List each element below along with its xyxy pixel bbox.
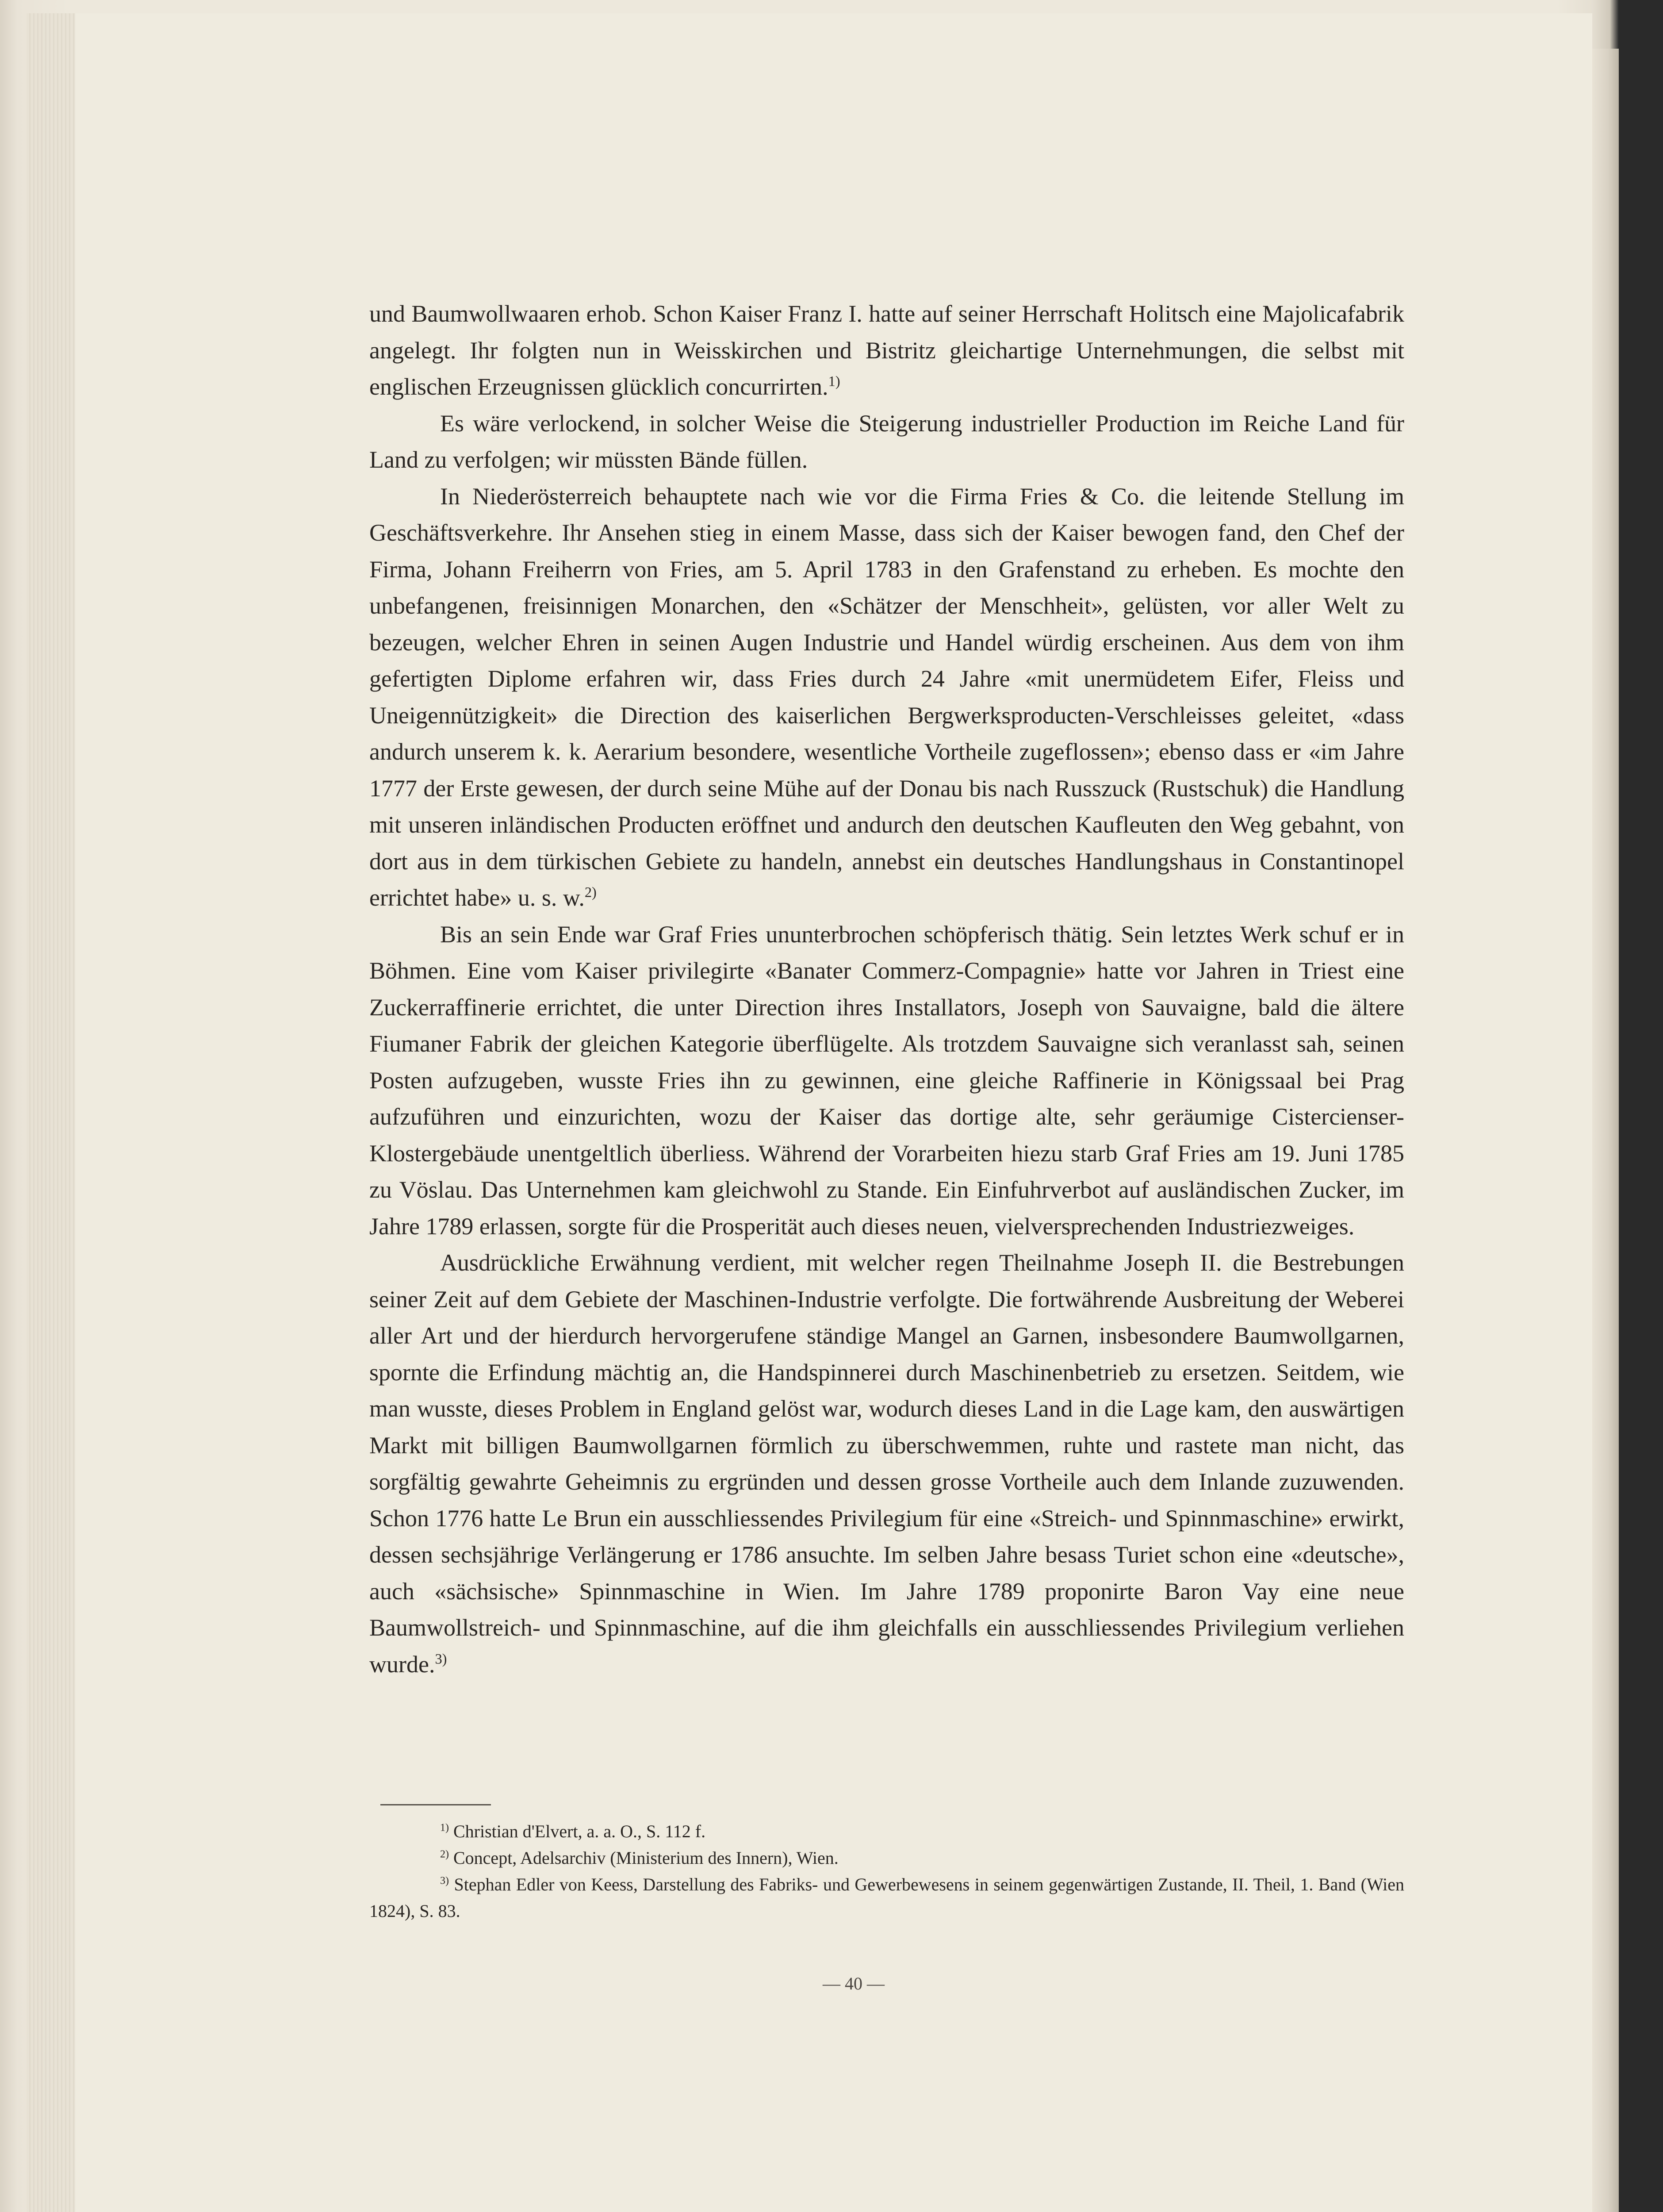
paragraph-1: und Baumwollwaaren erhob. Schon Kaiser Franz I. hatte auf seiner Herrschaft Holitsch eine Majolicafabrik angelegt. Ihr folgten nun in Weisskirchen und Bistritz gleichartige Unternehmungen, die selbst mit englischen Erzeugnissen glücklich concurrirten.$^{1)}$	[369, 300, 1404, 400]
footnotes	[369, 1818, 1404, 1924]
book-page-curl	[1592, 49, 1619, 2212]
footnote-divider	[380, 1804, 491, 1805]
footnote-ref-2: 2)	[584, 884, 597, 901]
footnote-ref-3: 3)	[435, 1651, 447, 1667]
book-page-stack-edge	[27, 13, 80, 2212]
footnote-1: $^{1)}$ Christian d'Elvert, a. a. O., S. 112 f.	[440, 1821, 706, 1841]
footnote-ref-1: 1)	[828, 373, 840, 390]
paragraph-5: Ausdrückliche Erwähnung verdient, mit welcher regen Theilnahme Joseph II. die Bestrebungen seiner Zeit auf dem Gebiete der Maschinen-Industrie verfolgte. Die fortwährende Ausbreitung der Weberei aller Art und der hierdurch hervorgerufene ständige Mangel an Garnen, insbesondere Baumwollgarnen, spornte die Erfindung mächtig an, die Handspinnerei durch Maschinenbetrieb zu ersetzen. Seitdem, wie man wusste, dieses Problem in England gelöst war, wodurch dieses Land in die Lage kam, den auswärtigen Markt mit billigen Baumwollgarnen förmlich zu überschwemmen, ruhte und rastete man nicht, das sorgfältig gewahrte Geheimnis zu ergründen und dessen grosse Vortheile auch dem Inlande zuzuwenden. Schon 1776 hatte Le Brun ein ausschliessendes Privilegium für eine «Streich- und Spinnmaschine» erwirkt, dessen sechsjährige Verlängerung er 1786 ansuchte. Im selben Jahre besass Turiet schon eine «deutsche», auch «sächsische» Spinnmaschine in Wien. Im Jahre 1789 proponirte Baron Vay eine neue Baumwollstreich- und Spinnmaschine, auf die ihm gleichfalls ein ausschliessendes Privilegium verliehen wurde.$^{3)}$	[369, 1249, 1404, 1678]
footnote-2: $^{2)}$ Concept, Adelsarchiv (Ministerium des Innern), Wien.	[440, 1848, 839, 1868]
paragraph-4: Bis an sein Ende war Graf Fries ununterbrochen schöpferisch thätig. Sein letztes Werk schuf er in Böhmen. Eine vom Kaiser privilegirte «Banater Commerz-Compagnie» hatte vor Jahren in Triest eine Zuckerraffinerie errichtet, die unter Direction ihres Installators, Joseph von Sauvaigne, bald die ältere Fiumaner Fabrik der gleichen Kategorie überflügelte. Als trotzdem Sauvaigne sich veranlasst sah, seinen Posten aufzugeben, wusste Fries ihn zu gewinnen, eine gleiche Raffinerie in Königssaal bei Prag aufzuführen und einzurichten, wozu der Kaiser das dortige alte, sehr geräumige Cistercienser-Klostergebäude unentgeltlich überliess. Während der Vorarbeiten hiezu starb Graf Fries am 19. Juni 1785 zu Vöslau. Das Unternehmen kam gleichwohl zu Stande. Ein Einfuhrverbot auf ausländischen Zucker, im Jahre 1789 erlassen, sorgte für die Prosperität auch dieses neuen, vielversprechenden Industriezweiges.	[369, 921, 1404, 1240]
paragraph-2: Es wäre verlockend, in solcher Weise die Steigerung industrieller Production im Reiche Land für Land zu verfolgen; wir müssten Bände füllen.	[369, 410, 1404, 473]
page-number: — 40 —	[823, 1974, 885, 1993]
paragraph-3: In Niederösterreich behauptete nach wie vor die Firma Fries & Co. die leitende Stellung im Geschäftsverkehre. Ihr Ansehen stieg in einem Masse, dass sich der Kaiser bewogen fand, den Chef der Firma, Johann Freiherrn von Fries, am 5. April 1783 in den Grafenstand zu erheben. Es mochte den unbefangenen, freisinnigen Monarchen, den «Schätzer der Menschheit», gelüsten, vor aller Welt zu bezeugen, welcher Ehren in seinen Augen Industrie und Handel würdig erscheinen. Aus dem von ihm gefertigten Diplome erfahren wir, dass Fries durch 24 Jahre «mit unermüdetem Eifer, Fleiss und Uneigennützigkeit» die Direction des kaiserlichen Bergwerksproducten-Verschleisses geleitet, «dass andurch unserem k. k. Aerarium besondere, wesentliche Vortheile zugeflossen»; ebenso dass er «im Jahre 1777 der Erste gewesen, der durch seine Mühe auf der Donau bis nach Russzuck (Rustschuk) die Handlung mit unseren inländischen Producten eröffnet und andurch den deutschen Kaufleuten den Weg gebahnt, von dort aus in dem türkischen Gebiete zu handeln, annebst ein deutsches Handlungshaus in Constantinopel errichtet habe» u. s. w.$^{2)}$	[369, 483, 1404, 911]
footnote-3: $^{3)}$ Stephan Edler von Keess, Darstellung des Fabriks- und Gewerbewesens in seinem gegenwärtigen Zustande, II. Theil, 1. Band (Wien 1824), S. 83.	[369, 1874, 1405, 1921]
body-text	[369, 296, 1404, 1682]
